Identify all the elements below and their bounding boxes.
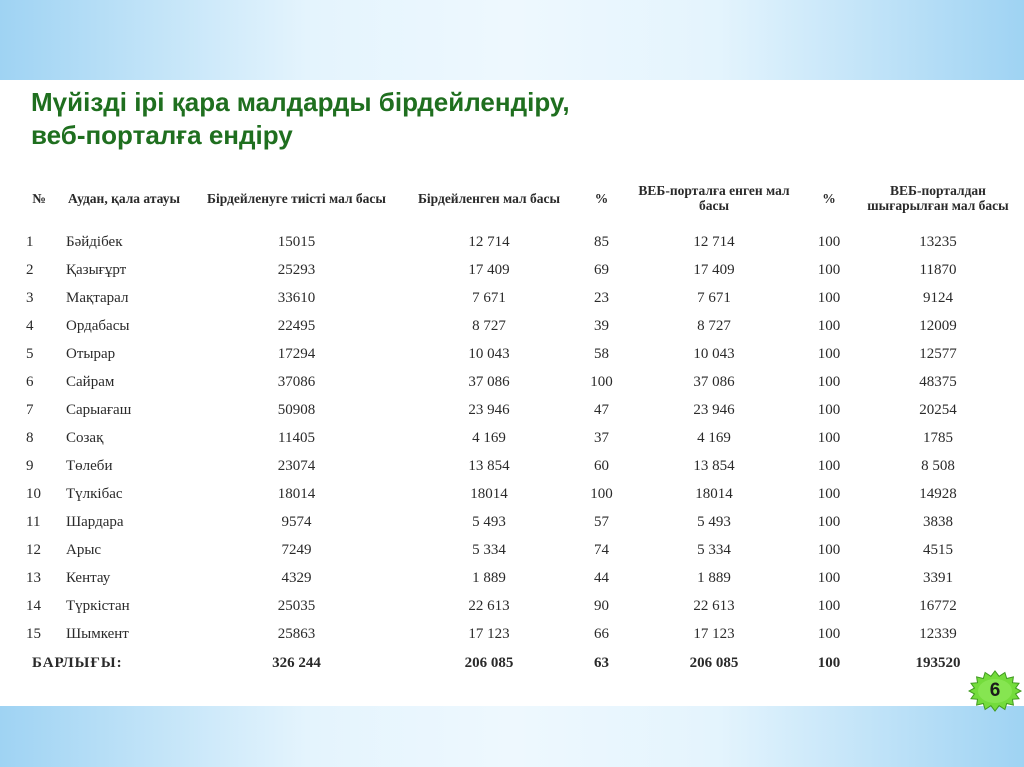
percent-1-value: 58: [594, 345, 609, 362]
to-identify-value: 25863: [277, 625, 316, 642]
percent-1-value: 66: [594, 625, 609, 642]
row-number: 1: [26, 233, 34, 250]
percent-1-value: 100: [590, 373, 613, 390]
percent-2-value: 100: [817, 597, 841, 614]
web-exported-value: 12339: [919, 625, 957, 642]
table-row: [14, 396, 1012, 424]
web-exported-value: 16772: [919, 597, 957, 614]
to-identify-value: 17294: [277, 345, 316, 362]
title-line-2: веб-порталға ендіру: [31, 120, 293, 150]
district-name: Бәйдібек: [66, 233, 123, 250]
row-number: 3: [26, 289, 34, 306]
district-name: Шардара: [66, 513, 124, 530]
percent-2-value: 100: [817, 513, 841, 530]
header-web-entered: ВЕБ-порталға енген мал басы: [638, 183, 790, 213]
page-number: 6: [989, 680, 1001, 701]
slide-title: [31, 86, 791, 152]
percent-1-value: 85: [594, 233, 609, 250]
identified-value: 13 854: [468, 457, 510, 474]
district-name: Созақ: [66, 429, 104, 446]
table-row: [14, 620, 1012, 648]
percent-1-value: 100: [590, 485, 613, 502]
web-entered-value: 37 086: [693, 373, 735, 390]
row-number: 12: [26, 541, 41, 558]
identified-value: 7 671: [472, 289, 506, 306]
row-number: 9: [26, 457, 34, 474]
row-number: 15: [26, 625, 41, 642]
percent-2-value: 100: [817, 625, 841, 642]
to-identify-value: 9574: [281, 513, 312, 530]
district-name: Түркістан: [66, 597, 130, 614]
table-row: [14, 480, 1012, 508]
district-name: Кентау: [66, 569, 111, 586]
web-exported-value: 1785: [923, 429, 953, 446]
web-entered-value: 5 334: [697, 541, 731, 558]
header-percent-2: %: [822, 190, 836, 206]
percent-1-value: 60: [594, 457, 609, 474]
row-number: 8: [26, 429, 34, 446]
district-name: Арыс: [66, 541, 102, 558]
to-identify-value: 25293: [277, 261, 316, 278]
header-web-exported: ВЕБ-порталдан шығарылған мал басы: [867, 183, 1009, 213]
table-row: [14, 340, 1012, 368]
percent-1-value: 44: [594, 569, 609, 586]
percent-1-value: 69: [594, 261, 609, 278]
identified-value: 10 043: [468, 345, 510, 362]
web-exported-value: 11870: [919, 261, 957, 278]
table-row: [14, 312, 1012, 340]
percent-2-value: 100: [817, 317, 841, 334]
district-name: Түлкібас: [66, 485, 123, 502]
web-entered-value: 17 123: [693, 625, 735, 642]
to-identify-value: 15015: [277, 233, 316, 250]
district-name: Төлеби: [66, 457, 113, 474]
web-entered-value: 1 889: [697, 569, 731, 586]
identified-value: 5 334: [472, 541, 506, 558]
percent-1-value: 90: [594, 597, 609, 614]
district-name: Сайрам: [66, 373, 115, 390]
identified-value: 17 409: [468, 261, 510, 278]
table-row: [14, 284, 1012, 312]
total-percent-1: 63: [594, 654, 609, 671]
table-row: [14, 452, 1012, 480]
percent-2-value: 100: [817, 569, 841, 586]
web-exported-value: 4515: [923, 541, 953, 558]
row-number: 11: [26, 513, 41, 530]
district-name: Отырар: [66, 345, 116, 362]
row-number: 14: [26, 597, 41, 614]
to-identify-value: 22495: [277, 317, 316, 334]
row-number: 7: [26, 401, 34, 418]
to-identify-value: 33610: [277, 289, 316, 306]
total-row: [14, 648, 1012, 678]
total-identified: 206 085: [464, 654, 514, 671]
percent-2-value: 100: [817, 457, 841, 474]
percent-1-value: 23: [594, 289, 609, 306]
percent-1-value: 47: [594, 401, 609, 418]
web-entered-value: 10 043: [693, 345, 735, 362]
total-web-exported: 193520: [915, 654, 961, 671]
to-identify-value: 18014: [277, 485, 316, 502]
to-identify-value: 37086: [277, 373, 316, 390]
web-entered-value: 7 671: [697, 289, 731, 306]
web-exported-value: 20254: [919, 401, 957, 418]
header-percent-1: %: [594, 190, 609, 206]
total-web-entered: 206 085: [689, 654, 739, 671]
header-district: Аудан, қала атауы: [68, 190, 180, 206]
to-identify-value: 4329: [281, 569, 312, 586]
web-entered-value: 5 493: [697, 513, 731, 530]
total-label: БАРЛЫҒЫ:: [32, 654, 123, 671]
district-name: Сарыағаш: [66, 401, 132, 418]
percent-2-value: 100: [817, 261, 841, 278]
table-row: [14, 424, 1012, 452]
web-exported-value: 14928: [919, 485, 957, 502]
identified-value: 5 493: [472, 513, 506, 530]
identified-value: 4 169: [472, 429, 506, 446]
identified-value: 22 613: [468, 597, 510, 614]
table-row: [14, 508, 1012, 536]
web-entered-value: 23 946: [693, 401, 735, 418]
row-number: 13: [26, 569, 41, 586]
percent-2-value: 100: [817, 345, 841, 362]
identified-value: 1 889: [472, 569, 506, 586]
table-row: [14, 592, 1012, 620]
livestock-table: [14, 168, 1012, 678]
header-identified: Бірдейленген мал басы: [417, 190, 560, 206]
total-percent-2: 100: [817, 654, 841, 671]
web-entered-value: 17 409: [693, 261, 735, 278]
percent-2-value: 100: [817, 373, 841, 390]
percent-1-value: 74: [594, 541, 609, 558]
web-entered-value: 22 613: [693, 597, 735, 614]
to-identify-value: 23074: [277, 457, 316, 474]
percent-1-value: 39: [594, 317, 609, 334]
header-to-identify: Бірдейленуге тиісті мал басы: [207, 190, 386, 206]
web-exported-value: 3391: [923, 569, 953, 586]
web-entered-value: 8 727: [697, 317, 731, 334]
table-row: [14, 368, 1012, 396]
web-entered-value: 18014: [695, 485, 733, 502]
to-identify-value: 7249: [281, 541, 312, 558]
table-row: [14, 256, 1012, 284]
to-identify-value: 11405: [278, 429, 315, 446]
table-row: [14, 228, 1012, 256]
table-header: [14, 168, 1012, 228]
bottom-decorative-band: [0, 706, 1024, 767]
row-number: 6: [26, 373, 34, 390]
percent-1-value: 37: [594, 429, 609, 446]
identified-value: 18014: [470, 485, 508, 502]
header-no: №: [32, 190, 46, 206]
identified-value: 23 946: [468, 401, 510, 418]
top-decorative-band: [0, 0, 1024, 80]
web-entered-value: 12 714: [693, 233, 735, 250]
row-number: 4: [26, 317, 34, 334]
identified-value: 8 727: [472, 317, 506, 334]
to-identify-value: 50908: [277, 401, 316, 418]
row-number: 10: [26, 485, 41, 502]
percent-2-value: 100: [817, 541, 841, 558]
web-exported-value: 8 508: [921, 457, 955, 474]
web-exported-value: 3838: [923, 513, 953, 530]
title-line-1: Мүйізді ірі қара малдарды бірдейлендіру,: [31, 87, 570, 117]
row-number: 5: [26, 345, 34, 362]
district-name: Мақтарал: [66, 289, 129, 306]
web-exported-value: 12577: [919, 345, 957, 362]
identified-value: 17 123: [468, 625, 510, 642]
percent-2-value: 100: [817, 289, 841, 306]
web-exported-value: 9124: [923, 289, 953, 306]
web-exported-value: 48375: [919, 373, 957, 390]
percent-2-value: 100: [817, 401, 841, 418]
table-row: [14, 564, 1012, 592]
table-body: [14, 228, 1012, 648]
table-row: [14, 536, 1012, 564]
district-name: Шымкент: [66, 625, 129, 642]
web-entered-value: 4 169: [697, 429, 731, 446]
identified-value: 12 714: [468, 233, 510, 250]
to-identify-value: 25035: [277, 597, 316, 614]
web-exported-value: 12009: [919, 317, 957, 334]
percent-2-value: 100: [817, 429, 841, 446]
table-footer: [14, 648, 1012, 678]
percent-2-value: 100: [817, 233, 841, 250]
total-to-identify: 326 244: [272, 654, 321, 671]
percent-2-value: 100: [817, 485, 841, 502]
row-number: 2: [26, 261, 34, 278]
web-entered-value: 13 854: [693, 457, 735, 474]
percent-1-value: 57: [594, 513, 609, 530]
web-exported-value: 13235: [919, 233, 957, 250]
district-name: Ордабасы: [66, 317, 130, 334]
district-name: Қазығұрт: [66, 261, 127, 278]
identified-value: 37 086: [468, 373, 510, 390]
